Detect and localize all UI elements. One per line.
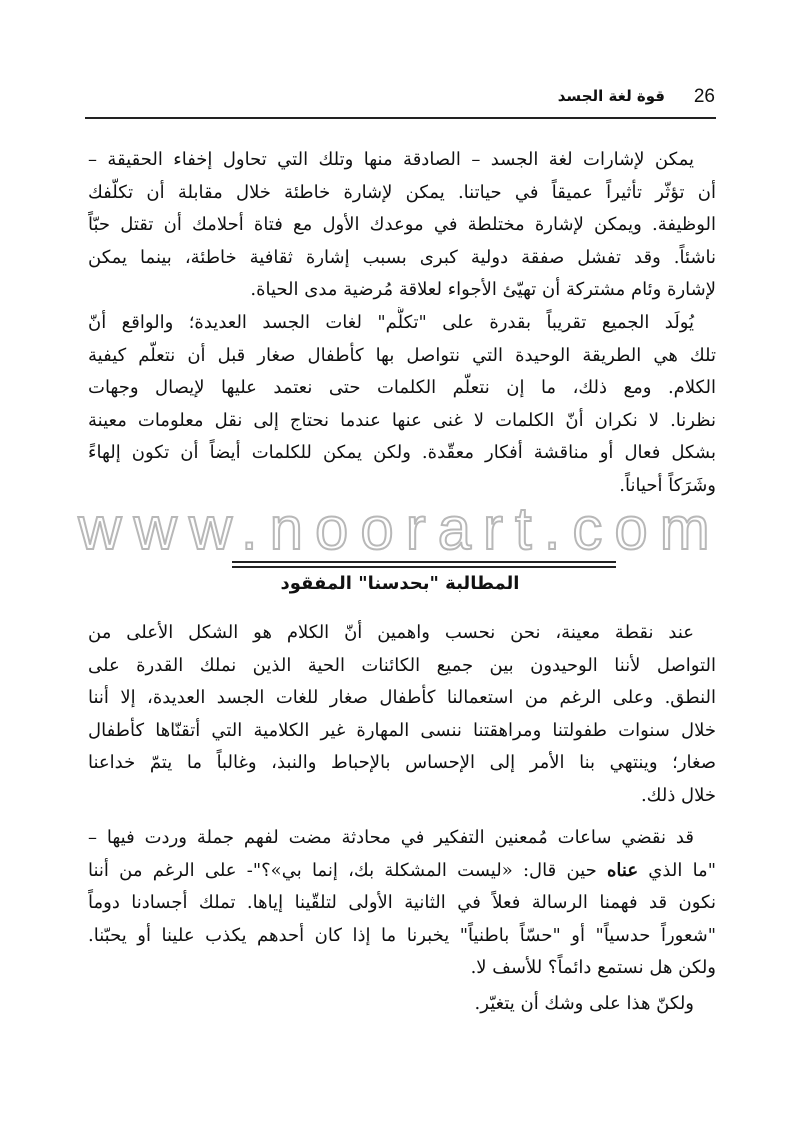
text-line: نكون قد فهمنا الرسالة فعلاً في الثانية الأولى لتلقّينا إياها. تملك أجسادنا دوماً (88, 892, 716, 914)
text-line: تلك هي الطريقة الوحيدة التي نتواصل بها كأطفال صغار قبل أن نتعلّم كيفية (88, 344, 716, 366)
paragraph-3 (88, 617, 716, 813)
text-line: قد نقضي ساعات مُمعنين التفكير في محادثة مضت لفهم جملة وردت فيها – (88, 827, 694, 848)
text-line: خلال ذلك. (640, 784, 716, 806)
section-heading: المطالبة "بحدسنا" المفقود (280, 573, 520, 594)
text-line: التواصل لأننا الوحيدون بين جميع الكائنات الحية الذين نملك القدرة على (88, 654, 716, 676)
text-line: بشكل فعال أو مناقشة أفكار معقّدة. ولكن يمكن للكلمات أيضاً أن تكون إلهاءً (88, 442, 716, 464)
header-rule (85, 117, 716, 119)
text-line: "شعوراً حدسياً" أو "حسّاً باطنياً" يخبرنا ما إذا كان أحدهم يكذب علينا أو يحبّنا. (88, 924, 716, 946)
text-line: الكلام. ومع ذلك، ما إن نتعلّم الكلمات حتى نعتمد عليها لإيصال وجهات (88, 377, 716, 399)
text-line: خلال سنوات طفولتنا ومراهقتنا ننسى المهارة غير الكلامية التي أتقنّاها كأطفال (88, 719, 716, 741)
watermark: www.noorart.com (78, 500, 722, 558)
paragraph-2 (88, 307, 716, 503)
heading-rule-top (232, 561, 616, 563)
text-line: ناشئاً. وقد تفشل صفقة دولية كبرى بسبب إشارة ثقافية خاطئة، بينما يمكن (88, 246, 716, 268)
text-line (88, 855, 716, 888)
text-line: ولكن هل نستمع دائماً؟ للأسف لا. (470, 957, 716, 979)
text-line: ولكنّ هذا على وشك أن يتغيّر. (474, 993, 694, 1014)
text-run: حين قال: «ليست المشكلة بك، إنما بي»؟"- على الرغم من أننا (88, 859, 607, 881)
paragraph-4 (88, 822, 716, 985)
page-header (85, 86, 715, 116)
text-line: الوظيفة. ويمكن لإشارة مختلطة في موعدك الأول مع فتاة أحلامك أن تقتل حبّاً (88, 214, 716, 236)
text-line: وشَرَكاً أحياناً. (619, 474, 716, 496)
text-line: لإشارة وئام مشتركة أن تهيّئ الأجواء لعلاقة مُرضية مدى الحياة. (250, 279, 716, 301)
bold-word: عناه (606, 859, 639, 881)
text-line: النطق. وعلى الرغم من استعمالنا كأطفال صغار للغات الجسد العديدة، إلا أننا (88, 687, 716, 709)
text-line: أن تؤثّر تأثيراً عميقاً في حياتنا. يمكن لإشارة خاطئة خلال مقابلة أن تكلّفك (88, 181, 716, 203)
paragraph-1 (88, 144, 716, 307)
running-title: قوة لغة الجسد (557, 87, 665, 105)
text-run: "ما الذي (638, 859, 716, 881)
page-number: 26 (693, 86, 715, 107)
text-line: نظرنا. لا نكران أنّ الكلمات لا غنى عنها عندما نحتاج إلى نقل معلومات معينة (88, 409, 716, 431)
heading-rule-bottom (232, 566, 616, 568)
text-line: صغار؛ وينتهي بنا الأمر إلى الإحساس بالإحباط والنبذ، وغالباً ما يتمّ خداعنا (88, 752, 716, 774)
text-line: عند نقطة معينة، نحن نحسب واهمين أنّ الكلام هو الشكل الأعلى من (88, 622, 694, 643)
text-line: يمكن لإشارات لغة الجسد – الصادقة منها وتلك التي تحاول إخفاء الحقيقة – (88, 149, 694, 170)
text-line: يُولَد الجميع تقريباً بقدرة على "تكلُّم" لغات الجسد العديدة؛ والواقع أنّ (88, 312, 694, 333)
paragraph-5 (88, 988, 716, 1021)
